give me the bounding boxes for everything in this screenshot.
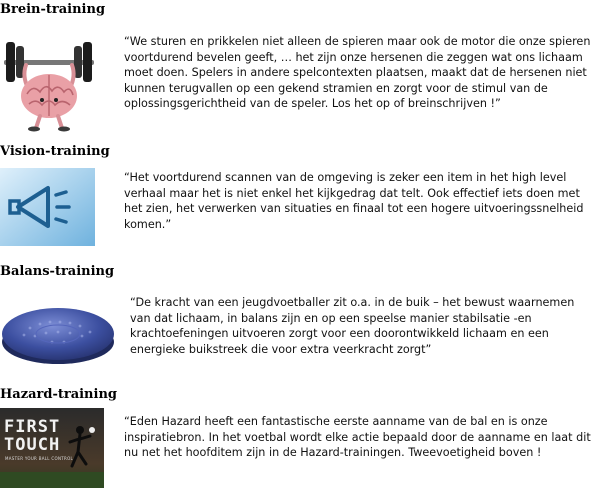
quote-balans: “De kracht van een jeugdvoetballer zit o.a. in de buik – het bewust waarnemen van dat lichaam, in balans zijn en op een speelse manier stabilsatie -en krachtoefeningen uitvoeren zorgt voor een doorontwikkeld lichaam en een energieke buikstreek die voor extra veerkracht zorgt” <box>130 296 575 356</box>
poster-title-line2: TOUCH <box>4 435 61 455</box>
brain-dumbbell-illustration <box>0 28 98 132</box>
section-heading-hazard: Hazard-training <box>0 387 117 402</box>
first-touch-poster <box>0 408 104 488</box>
section-heading-vision: Vision-training <box>0 144 110 159</box>
poster-subtitle: MASTER YOUR BALL CONTROL <box>5 456 74 461</box>
quote-brein: “We sturen en prikkelen niet alleen de spieren maar ook de motor die onze spieren voortdurend bevelen geeft, … het zijn onze hersenen die zeggen wat ons lichaam moet doen. Spelers in andere spelcontexten plaatsen, maakt dat de hersenen niet kunnen terugvallen op een gekend stramien en zorgt voor de stimul van de oplossingsgerichtheid van de speler. Los het op of breinschrijven !” <box>124 35 591 111</box>
section-heading-brein: Brein-training <box>0 2 106 17</box>
quote-hazard: “Eden Hazard heeft een fantastische eerste aanname van de bal en is onze inspiratiebron. In het voetbal wordt elke actie bepaald door de aanname en laat dit nu net het hoofditem zijn in de Hazard-trainingen. Tweevoetigheid boven ! <box>124 415 591 460</box>
section-heading-balans: Balans-training <box>0 264 115 279</box>
eye-megaphone-icon <box>0 168 95 246</box>
quote-vision: “Het voortdurend scannen van de omgeving is zeker een item in het high level verhaal maar het is niet enkel het kijkgedrag dat telt. Ook effectief iets doen met het zien, het verwerken van situaties en finaal tot een hogere uitvoeringssnelheid komen.” <box>124 171 584 231</box>
balance-cushion-photo <box>0 292 116 372</box>
poster-title-line1: FIRST <box>4 417 61 437</box>
